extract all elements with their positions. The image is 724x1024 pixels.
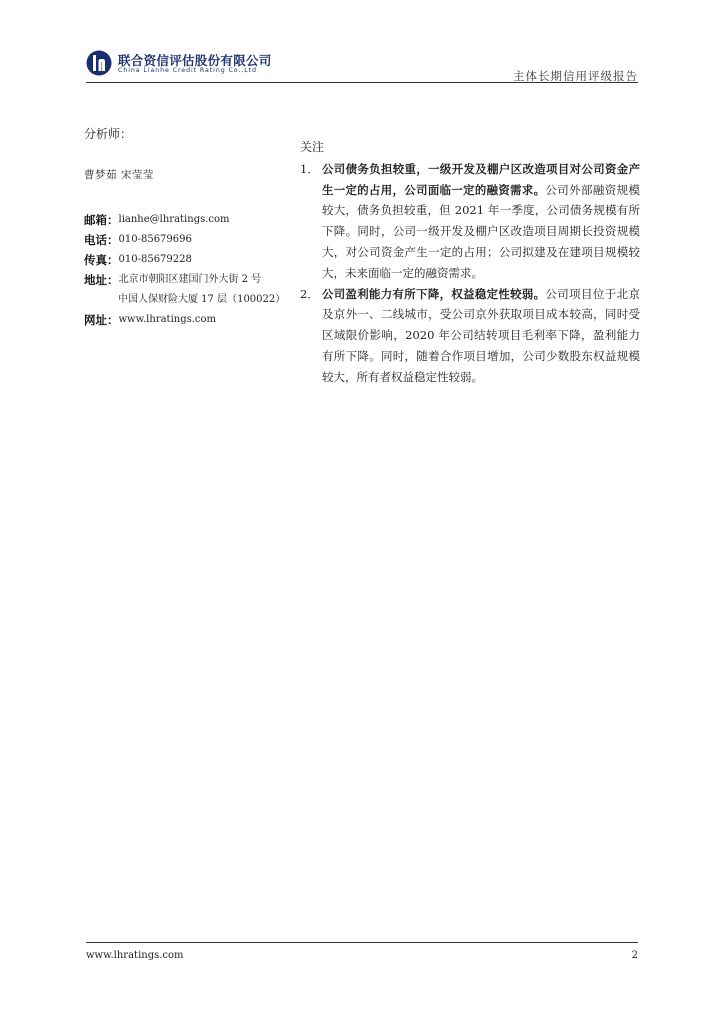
concern-headline: 公司盈利能力有所下降，权益稳定性较弱。 bbox=[322, 286, 546, 301]
email-label: 邮箱： bbox=[84, 213, 119, 227]
fax-value: 010-85679228 bbox=[118, 254, 192, 265]
footer-divider bbox=[86, 942, 638, 943]
phone-row bbox=[84, 230, 294, 250]
page-header bbox=[86, 46, 638, 84]
address-line2: 中国人保财险大厦 17 层（100022） bbox=[118, 294, 286, 305]
company-logo-icon bbox=[86, 50, 112, 76]
concern-item bbox=[300, 284, 640, 388]
address-row bbox=[84, 270, 294, 290]
analyst-names: 曹梦茹 宋莹莹 bbox=[84, 169, 154, 181]
email-value[interactable]: lianhe@lhratings.com bbox=[118, 214, 230, 225]
concern-headline: 公司债务负担较重，一级开发及棚户区改造项目对公司资金产生一定的占用，公司面临一定的融资需求。 bbox=[322, 161, 640, 197]
email-row bbox=[84, 210, 294, 230]
fax-label: 传真： bbox=[84, 253, 119, 267]
concerns-heading: 关注 bbox=[300, 140, 325, 154]
page-number: 2 bbox=[631, 950, 638, 961]
website-row bbox=[84, 310, 294, 330]
concern-item bbox=[300, 159, 640, 284]
concern-number: 2． bbox=[300, 286, 319, 301]
company-name-cn: 联合资信评估股份有限公司 bbox=[118, 53, 272, 68]
header-divider bbox=[86, 82, 638, 83]
footer-website-link[interactable]: www.lhratings.com bbox=[86, 950, 184, 961]
concern-number: 1． bbox=[300, 161, 319, 176]
report-type-title: 主体长期信用评级报告 bbox=[513, 69, 638, 83]
website-label: 网址： bbox=[84, 313, 119, 327]
company-name-en: China Lianhe Credit Rating Co.,Ltd bbox=[118, 67, 257, 74]
phone-value: 010-85679696 bbox=[118, 234, 192, 245]
phone-label: 电话： bbox=[84, 233, 119, 247]
concern-body bbox=[322, 159, 640, 284]
concern-text: 公司项目位于北京及京外一、二线城市，受公司京外获取项目成本较高，同时受区域限价影响，2020 年公司结转项目毛利率下降，盈利能力有所下降。同时，随着合作项目增加，公司少数股东权益规模较大，所有者权益稳定性较弱。 bbox=[322, 286, 640, 384]
website-link[interactable]: www.lhratings.com bbox=[118, 314, 217, 325]
analyst-heading: 分析师： bbox=[84, 127, 133, 141]
contact-block bbox=[84, 210, 294, 330]
concern-body bbox=[322, 284, 640, 388]
fax-row bbox=[84, 250, 294, 270]
address-line1: 北京市朝阳区建国门外大街 2 号 bbox=[118, 274, 262, 285]
concerns-column bbox=[300, 137, 640, 388]
concern-text: 公司外部融资规模较大，债务负担较重，但 2021 年一季度，公司债务规模有所下降。同时，公司一级开发及棚户区改造项目周期长投资规模大，对公司资金产生一定的占用；公司拟建及在建项目规模较大，未来面临一定的融资需求。 bbox=[322, 182, 640, 280]
address-label: 地址： bbox=[84, 273, 119, 287]
analyst-info-column bbox=[84, 125, 294, 330]
